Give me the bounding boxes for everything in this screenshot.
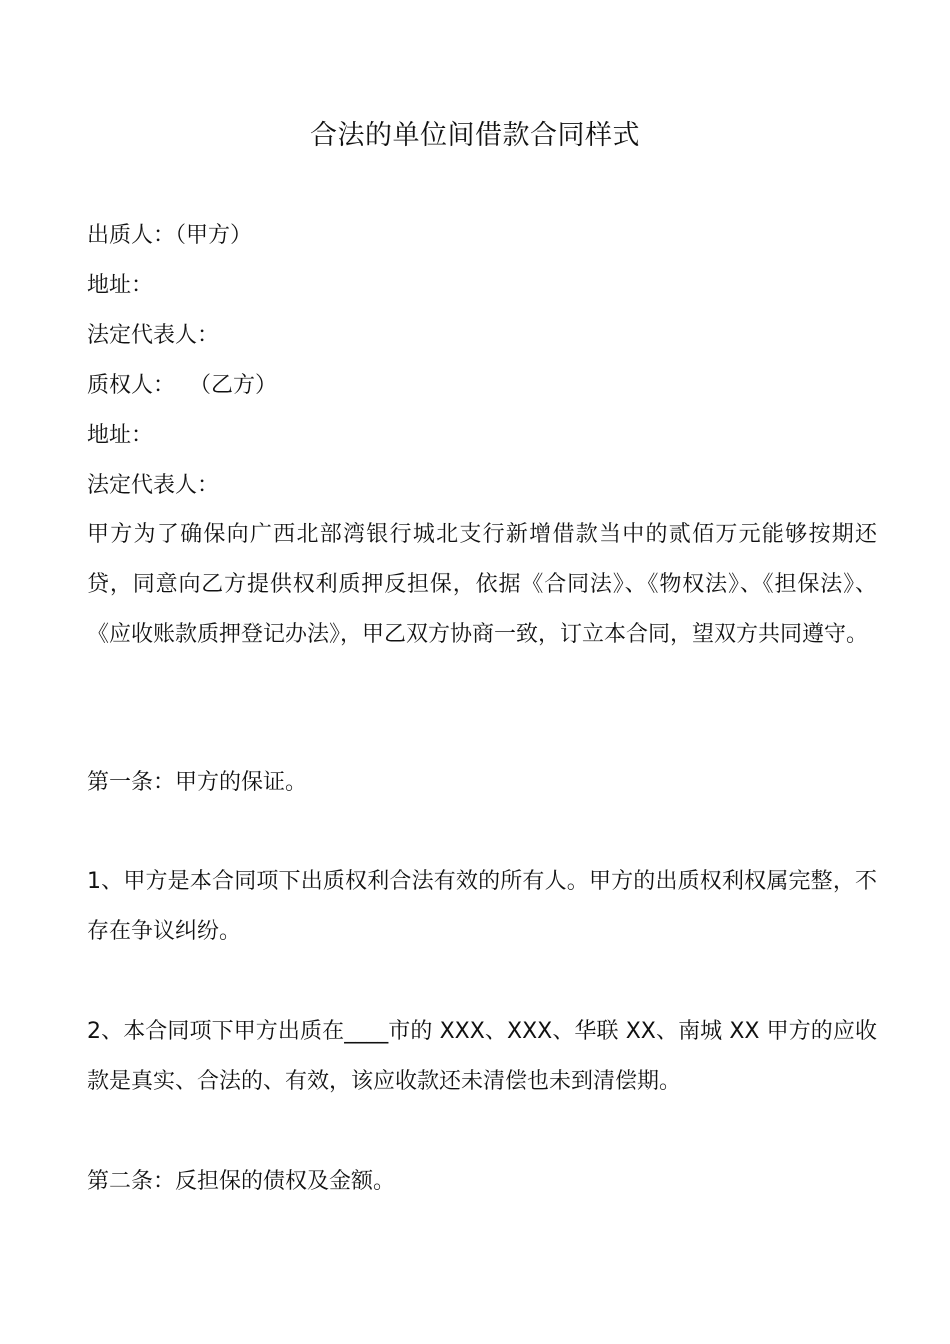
document-title: 合法的单位间借款合同样式: [310, 120, 640, 151]
pledgor-address-line: 地址：: [87, 273, 154, 298]
article-1-heading: 第一条：甲方的保证。: [87, 770, 308, 795]
pledgor-representative-line: 法定代表人：: [87, 323, 220, 348]
clause-2-paragraph: 2、本合同项下甲方出质在____市的 XXX、XXX、华联 XX、南城 XX 甲方的应收款是真实、合法的、有效，该应收款还未清偿也未到清偿期。: [87, 1019, 877, 1094]
pledgee-line: 质权人： （乙方）: [87, 373, 277, 398]
pledgee-address-line: 地址：: [87, 423, 154, 448]
preamble-paragraph: 甲方为了确保向广西北部湾银行城北支行新增借款当中的贰佰万元能够按期还贷，同意向乙方提供权利质押反担保，依据《合同法》、《物权法》、《担保法》、《应收账款质押登记办法》，甲乙双方协商一致，订立本合同，望双方共同遵守。: [87, 522, 877, 647]
pledgor-line: 出质人：（甲方）: [87, 223, 253, 248]
pledgee-representative-line: 法定代表人：: [87, 473, 220, 498]
article-2-heading: 第二条：反担保的债权及金额。: [87, 1169, 396, 1194]
clause-1-paragraph: 1、甲方是本合同项下出质权利合法有效的所有人。甲方的出质权利权属完整，不存在争议纠纷。: [87, 869, 877, 944]
